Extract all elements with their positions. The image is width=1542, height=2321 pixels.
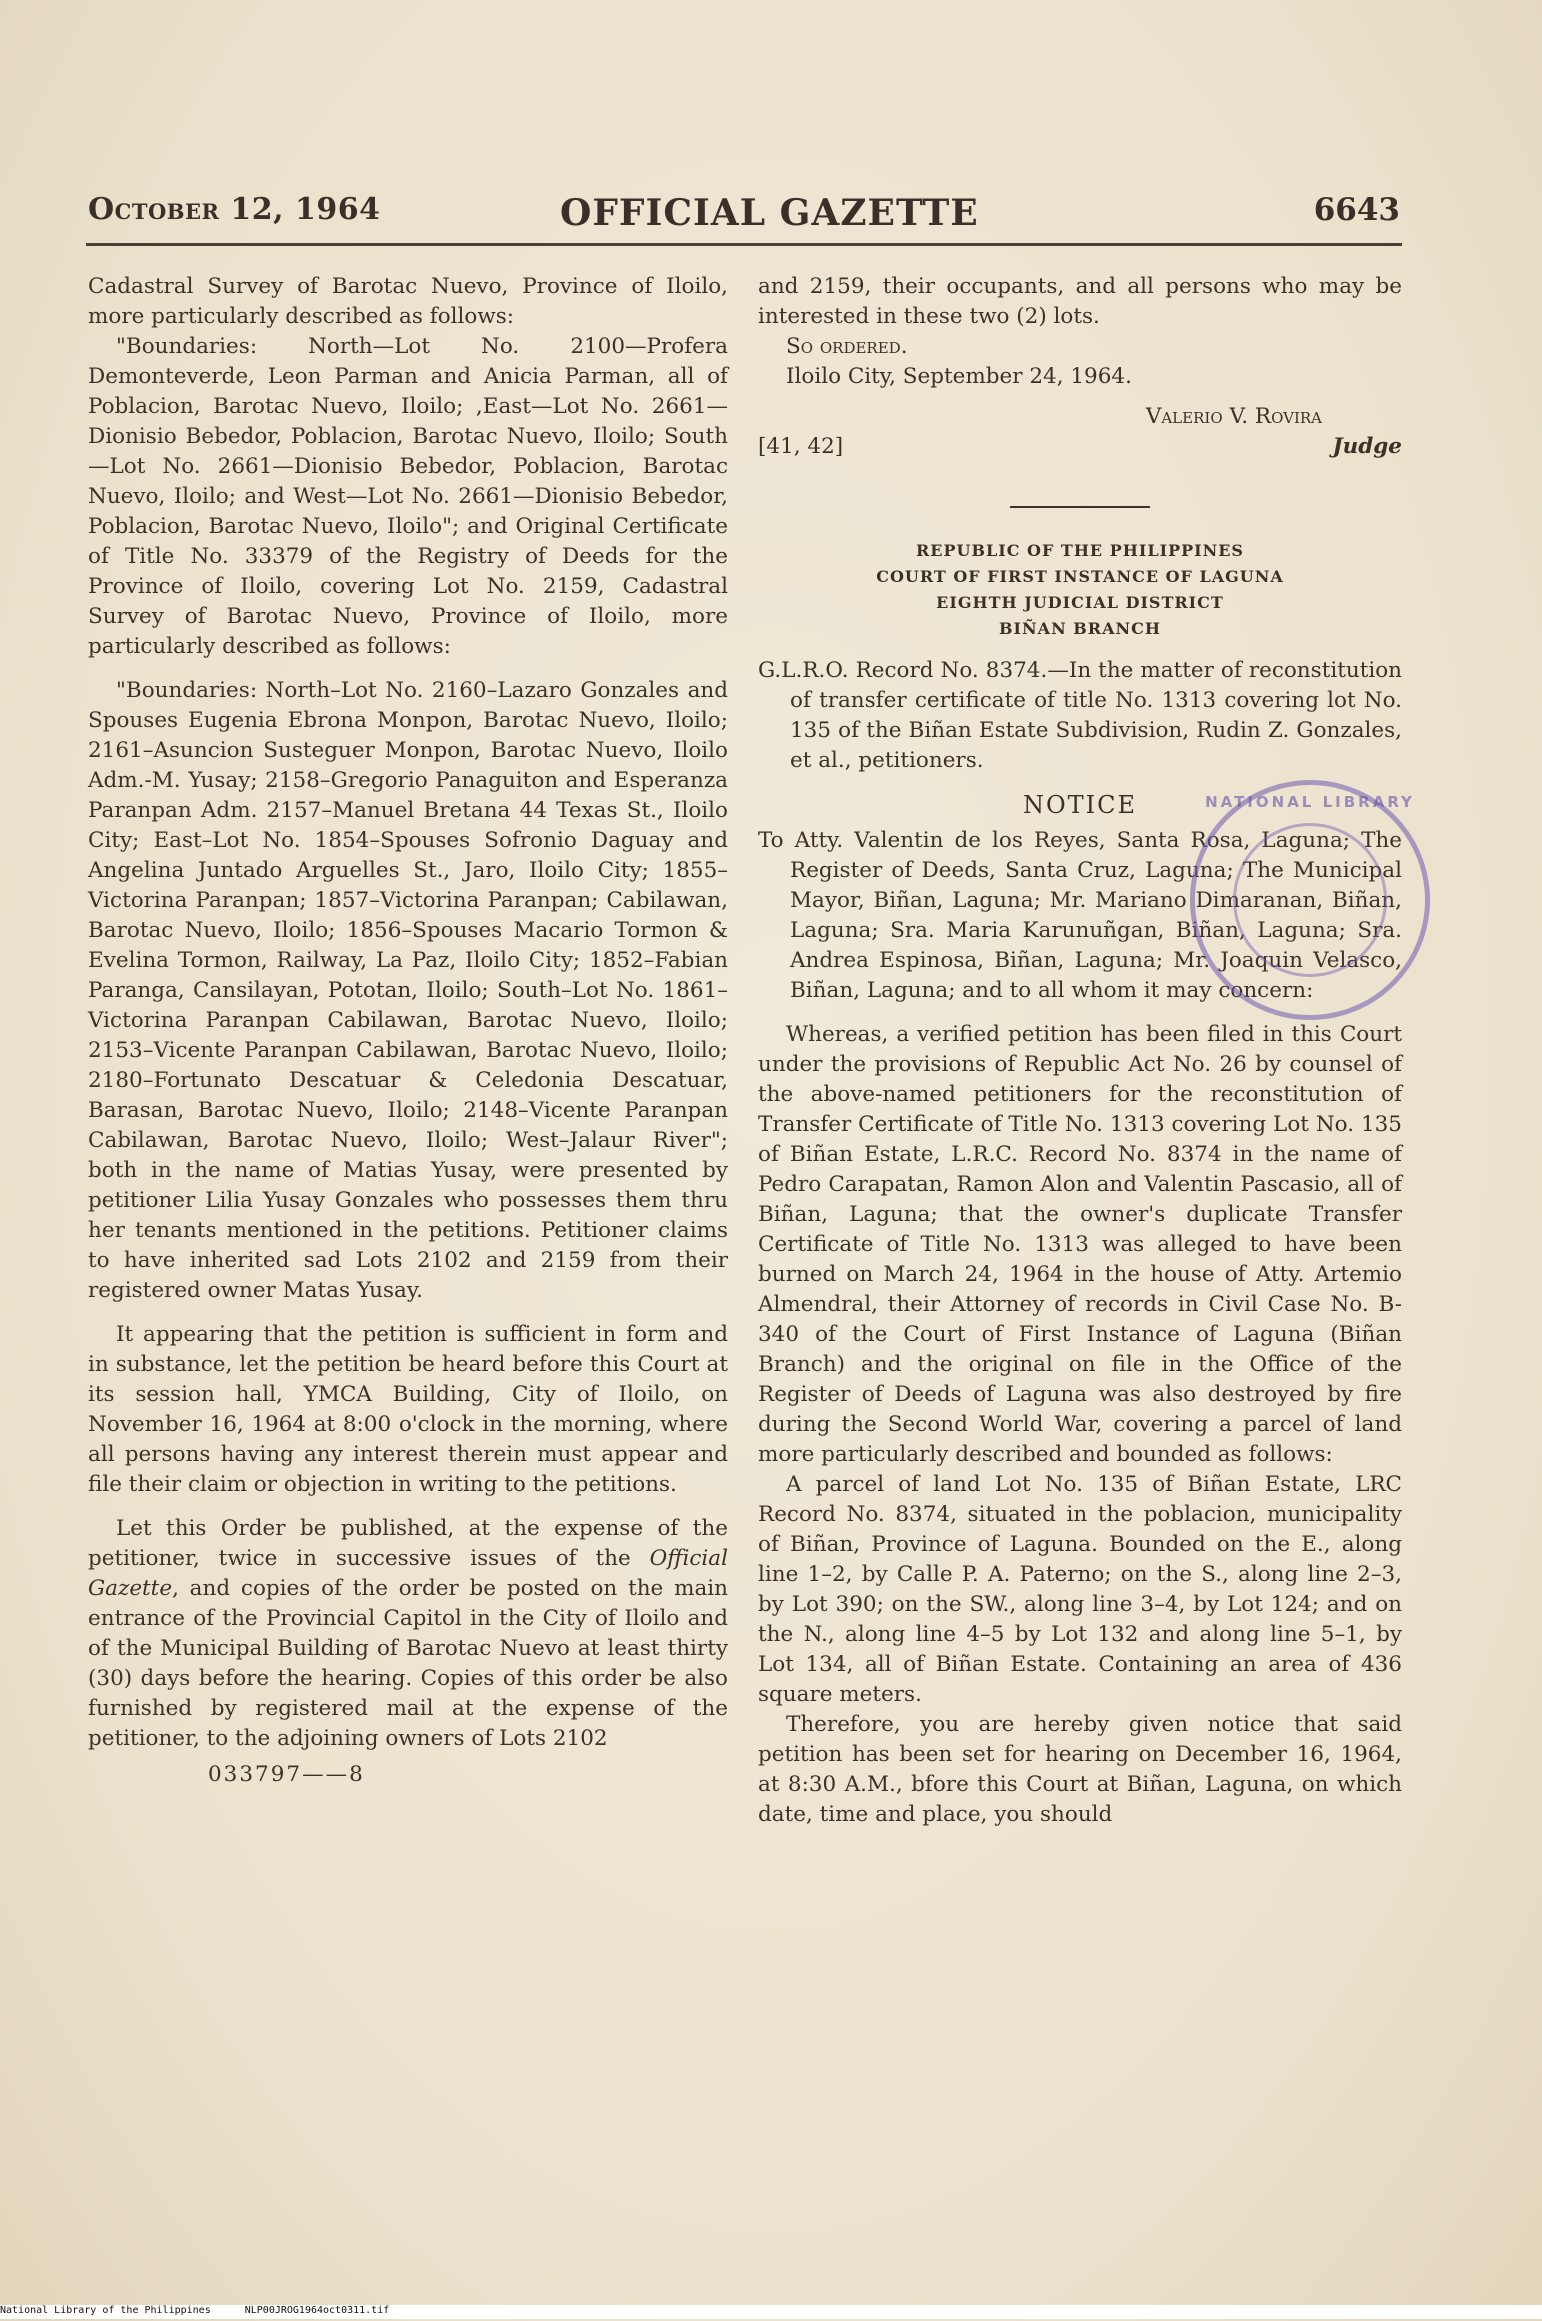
header-rule [86,243,1402,246]
left-column [88,272,728,1790]
header-title: OFFICIAL GAZETTE [560,192,979,234]
court-line-3: EIGHTH JUDICIAL DISTRICT [936,593,1224,612]
judge-title: Judge [1332,434,1402,459]
so-ordered: So ordered. [786,334,908,359]
place-date: Iloilo City, September 24, 1964. [786,364,1132,389]
signatory-name: Valerio V. Rovira [1145,404,1322,429]
right-paragraph-1: and 2159, their occupants, and all persons who may be interested in these two (2) lots. [758,274,1402,329]
court-heading [758,538,1402,642]
left-paragraph-5 [88,1514,728,1754]
right-column [758,272,1402,1830]
p5-text-a: Let this Order be published, at the expense of the petitioner, twice in successive issues of the [88,1516,728,1571]
section-divider [1010,506,1150,508]
stamp-text: NATIONAL LIBRARY [1205,793,1415,811]
left-paragraph-2: "Boundaries: North—Lot No. 2100—Profera Demonteverde, Leon Parman and Anicia Parman, all of Poblacion, Barotac Nuevo, Iloilo; ,East—Lot No. 2661—Dionisio Bebedor, Poblacion, Barotac Nuevo, Iloilo; South—Lot No. 2661—Dionisio Bebedor, Poblacion, Barotac Nuevo, Iloilo; and West—Lot No. 2661—Dionisio Bebedor, Poblacion, Barotac Nuevo, Iloilo"; and Original Certificate of Title No. 33379 of the Registry of Deeds for the Province of Iloilo, covering Lot No. 2159, Cadastral Survey of Barotac Nuevo, Province of Iloilo, more particularly described as follows: [88,334,728,659]
reference-number: [41, 42] [758,434,844,459]
p5-gazette-italic: Official Gazette [88,1546,728,1601]
footer-library: National Library of the Philippines [0,2305,211,2316]
scan-footer [0,2305,1542,2319]
parcel-description: A parcel of land Lot No. 135 of Biñan Estate, LRC Record No. 8374, situated in the poblacion, municipality of Biñan, Province of Laguna. Bounded on the E., along line 1–2, by Calle P. A. Paterno; on the S., along line 2–3, by Lot 390; on the SW., along line 3–4, by Lot 124; and on the N., along line 4–5 by Lot 132 and along line 5–1, by Lot 134, all of Biñan Estate. Containing an area of 436 square meters. [758,1472,1402,1707]
page-number: 6643 [1313,192,1400,228]
signature-row [758,432,1402,468]
court-line-1: REPUBLIC OF THE PHILIPPINES [916,541,1244,560]
stamp-inner-ring [1233,823,1387,977]
library-stamp [1190,780,1430,1020]
whereas-paragraph: Whereas, a verified petition has been filed in this Court under the provisions of Republic Act No. 26 by counsel of the above-named petitioners for the reconstitution of Transfer Certificate of Title No. 1313 covering Lot No. 135 of Biñan Estate, L.R.C. Record No. 8374 in the name of Pedro Carapatan, Ramon Alon and Valentin Pascasio, all of Biñan, Laguna; that the owner's duplicate Transfer Certificate of Title No. 1313 was alleged to have been burned on March 24, 1964 in the house of Atty. Artemio Almendral, their Attorney of records in Civil Case No. B-340 of the Court of First Instance of Laguna (Biñan Branch) and the original on file in the Office of the Register of Deeds of Laguna was also destroyed by fire during the Second World War, covering a parcel of land more particularly described and bounded as follows: [758,1022,1402,1467]
court-line-4: BIÑAN BRANCH [999,619,1161,638]
notice-addressees: To Atty. Valentin de los Reyes, Santa Rosa, Laguna; The Register of Deeds, Santa Cruz, Laguna; The Municipal Mayor, Biñan, Laguna; Mr. Mariano Dimaranan, Biñan, Laguna; Sra. Maria Karunuñgan, Biñan, Laguna; Sra. Andrea Espinosa, Biñan, Laguna; Mr. Joaquin Velasco, Biñan, Laguna; and to all whom it may concern: [758,828,1402,1003]
header-date: October 12, 1964 [88,192,381,227]
p5-text-b: , and copies of the order be posted on the main entrance of the Provincial Capitol in the City of Iloilo and of the Municipal Building of Barotac Nuevo at least thirty (30) days before the hearing. Copies of this order be also furnished by registered mail at the expense of the petitioner, to the adjoining owners of Lots 2102 [88,1576,728,1751]
footer-file: NLP00JROG1964oct0311.tif [244,2305,390,2316]
left-paragraph-1: Cadastral Survey of Barotac Nuevo, Province of Iloilo, more particularly described as follows: [88,274,728,329]
left-paragraph-4: It appearing that the petition is sufficient in form and in substance, let the petition be heard before this Court at its session hall, YMCA Building, City of Iloilo, on November 16, 1964 at 8:00 o'clock in the morning, where all persons having any interest therein must appear and file their claim or objection in writing to the petitions. [88,1322,728,1497]
court-line-2: COURT OF FIRST INSTANCE OF LAGUNA [876,567,1284,586]
therefore-paragraph: Therefore, you are hereby given notice that said petition has been set for hearing on December 16, 1964, at 8:30 A.M., bfore this Court at Biñan, Laguna, on which date, time and place, you should [758,1712,1402,1827]
print-code: 033797——8 [208,1762,365,1787]
left-paragraph-3: "Boundaries: North–Lot No. 2160–Lazaro Gonzales and Spouses Eugenia Ebrona Monpon, Barotac Nuevo, Iloilo; 2161–Asuncion Susteguer Monpon, Barotac Nuevo, Iloilo Adm.-M. Yusay; 2158–Gregorio Panaguiton and Esperanza Paranpan Adm. 2157–Manuel Bretana 44 Texas St., Iloilo City; East–Lot No. 1854–Spouses Sofronio Daguay and Angelina Juntado Arguelles St., Jaro, Iloilo City; 1855–Victorina Paranpan; 1857–Victorina Paranpan; Cabilawan, Barotac Nuevo, Iloilo; 1856–Spouses Macario Tormon & Evelina Tormon, Railway, La Paz, Iloilo City; 1852–Fabian Paranga, Cansilayan, Pototan, Iloilo; South–Lot No. 1861–Victorina Paranpan Cabilawan, Barotac Nuevo, Iloilo; 2153–Vicente Paranpan Cabilawan, Barotac Nuevo, Iloilo; 2180–Fortunato Descatuar & Celedonia Descatuar, Barasan, Barotac Nuevo, Iloilo; 2148–Vicente Paranpan Cabilawan, Barotac Nuevo, Iloilo; West–Jalaur River"; both in the name of Matias Yusay, were presented by petitioner Lilia Yusay Gonzales who possesses them thru her tenants mentioned in the petitions. Petitioner claims to have inherited sad Lots 2102 and 2159 from their registered owner Matas Yusay. [88,678,728,1303]
notice-heading: NOTICE [1022,791,1138,819]
record-caption: G.L.R.O. Record No. 8374.—In the matter of reconstitution of transfer certificate of title No. 1313 covering lot No. 135 of the Biñan Estate Subdivision, Rudin Z. Gonzales, et al., petitioners. [758,658,1402,773]
